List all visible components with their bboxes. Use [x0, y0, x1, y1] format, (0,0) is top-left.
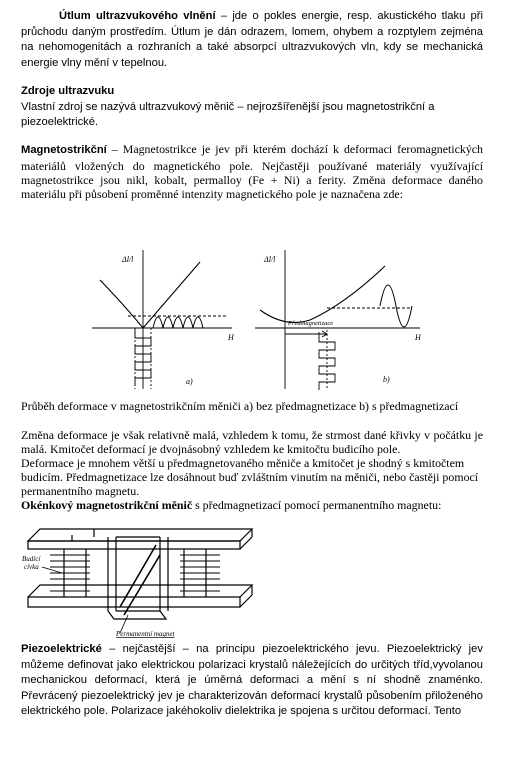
attenuation-term: Útlum ultrazvukového vlnění — [59, 10, 216, 22]
panel-b-y-label: Δl/l — [264, 255, 276, 264]
attenuation-paragraph — [21, 9, 483, 71]
panel-b-excitation — [319, 332, 335, 390]
panel-a-graph — [92, 250, 232, 389]
magnetostrictive-text: – Magnetostrikce je jev při kterém dochází k deformaci feromagnetických materiálů vložených do magnetického pole. Nejčastěji používané materiály využívající magnetostrikce jsou nikl, kobalt, permalloy (Fe + Ni) a ferity. Změna deformace daného materiálu při působení proměnné intenzity magnetického pole je naznačena zde: — [21, 142, 483, 201]
panel-a-x-label: H — [228, 333, 234, 342]
magnetostrictive-paragraph — [21, 142, 483, 201]
piezo-term: Piezoelektrické — [21, 643, 102, 655]
bias-paragraph: Deformace je mnohem větší u předmagnetovaného měniče a kmitočet je shodný s kmitočtem budicím. Předmagnetizace lze dosáhnout buď zvláštním vinutím na měniči, nebo častěji pomocí permanentního magnetu. — [21, 456, 479, 499]
coil-leader-line — [42, 567, 62, 573]
sources-text: Vlastní zdroj se nazývá ultrazvukový měnič – nejrozšířenější jsou magnetostrikční a piezoelektrické. — [21, 100, 435, 129]
panel-b-label: b) — [383, 375, 390, 384]
window-transducer-text: s předmagnetizací pomocí permanentního magnetu: — [192, 498, 442, 512]
coil-label-line2: cívka — [24, 563, 39, 571]
attenuation-text: – jde o pokles energie, resp. akustického tlaku při průchodu daným prostředím. Útlum je dán odrazem, lomem, ohybem a rozptylem zejména na nehomogenitách a rozhraních a také absorpcí ultrazvukových vln, kdy se mechanická energie vlny mění v tepelnou. — [21, 10, 483, 69]
bias-label: Předmagnetizace — [288, 320, 334, 327]
panel-a-curve — [100, 262, 200, 328]
deformation-change-paragraph: Změna deformace je však relativně malá, vzhledem k tomu, že strmost dané křivky v počátku je malá. Kmitočet deformací je dvojnásobný vzhledem ke kmitočtu budicího pole. — [21, 428, 483, 457]
panel-b-curve — [260, 266, 385, 322]
sources-heading: Zdroje ultrazvuku — [21, 85, 115, 97]
piezo-text: – nejčastější – na principu piezoelektrického jevu. Piezoelektrický jev můžeme definovat jako elektrickou polarizaci krystalů náležejících do určitých tříd,vyvolanou mechanickou deformací, která je úměrná deformaci a mění s ní shodně znaménko. Převrácený piezoelektrický jev je charakterizován deformací krystalů působením přiloženého elektrického pole. Polarizace jakéhokoliv dielektrika je spojena s určitou deformací. Tento — [21, 643, 483, 718]
panel-a-y-label: Δl/l — [122, 255, 134, 264]
magnet-label: Permanentní magnet — [116, 630, 175, 638]
panel-a-label: a) — [186, 377, 193, 386]
window-transducer-figure — [20, 515, 260, 640]
panel-b-graph — [255, 250, 420, 390]
panel-b-x-label: H — [415, 333, 421, 342]
deformation-figure — [80, 244, 440, 394]
magnetostrictive-term: Magnetostrikční — [21, 144, 107, 156]
panel-b-oscillation — [380, 285, 412, 327]
window-transducer-paragraph — [21, 498, 483, 512]
panel-a-oscillation — [153, 317, 203, 328]
window-transducer-term: Okénkový magnetostrikční měnič — [21, 498, 193, 512]
piezo-paragraph — [21, 642, 483, 720]
figure1-caption: Průběh deformace v magnetostrikčním měniči a) bez předmagnetizace b) s předmagnetizací — [21, 399, 459, 413]
sources-section — [21, 84, 483, 131]
coil-label-line1: Budící — [22, 555, 41, 563]
